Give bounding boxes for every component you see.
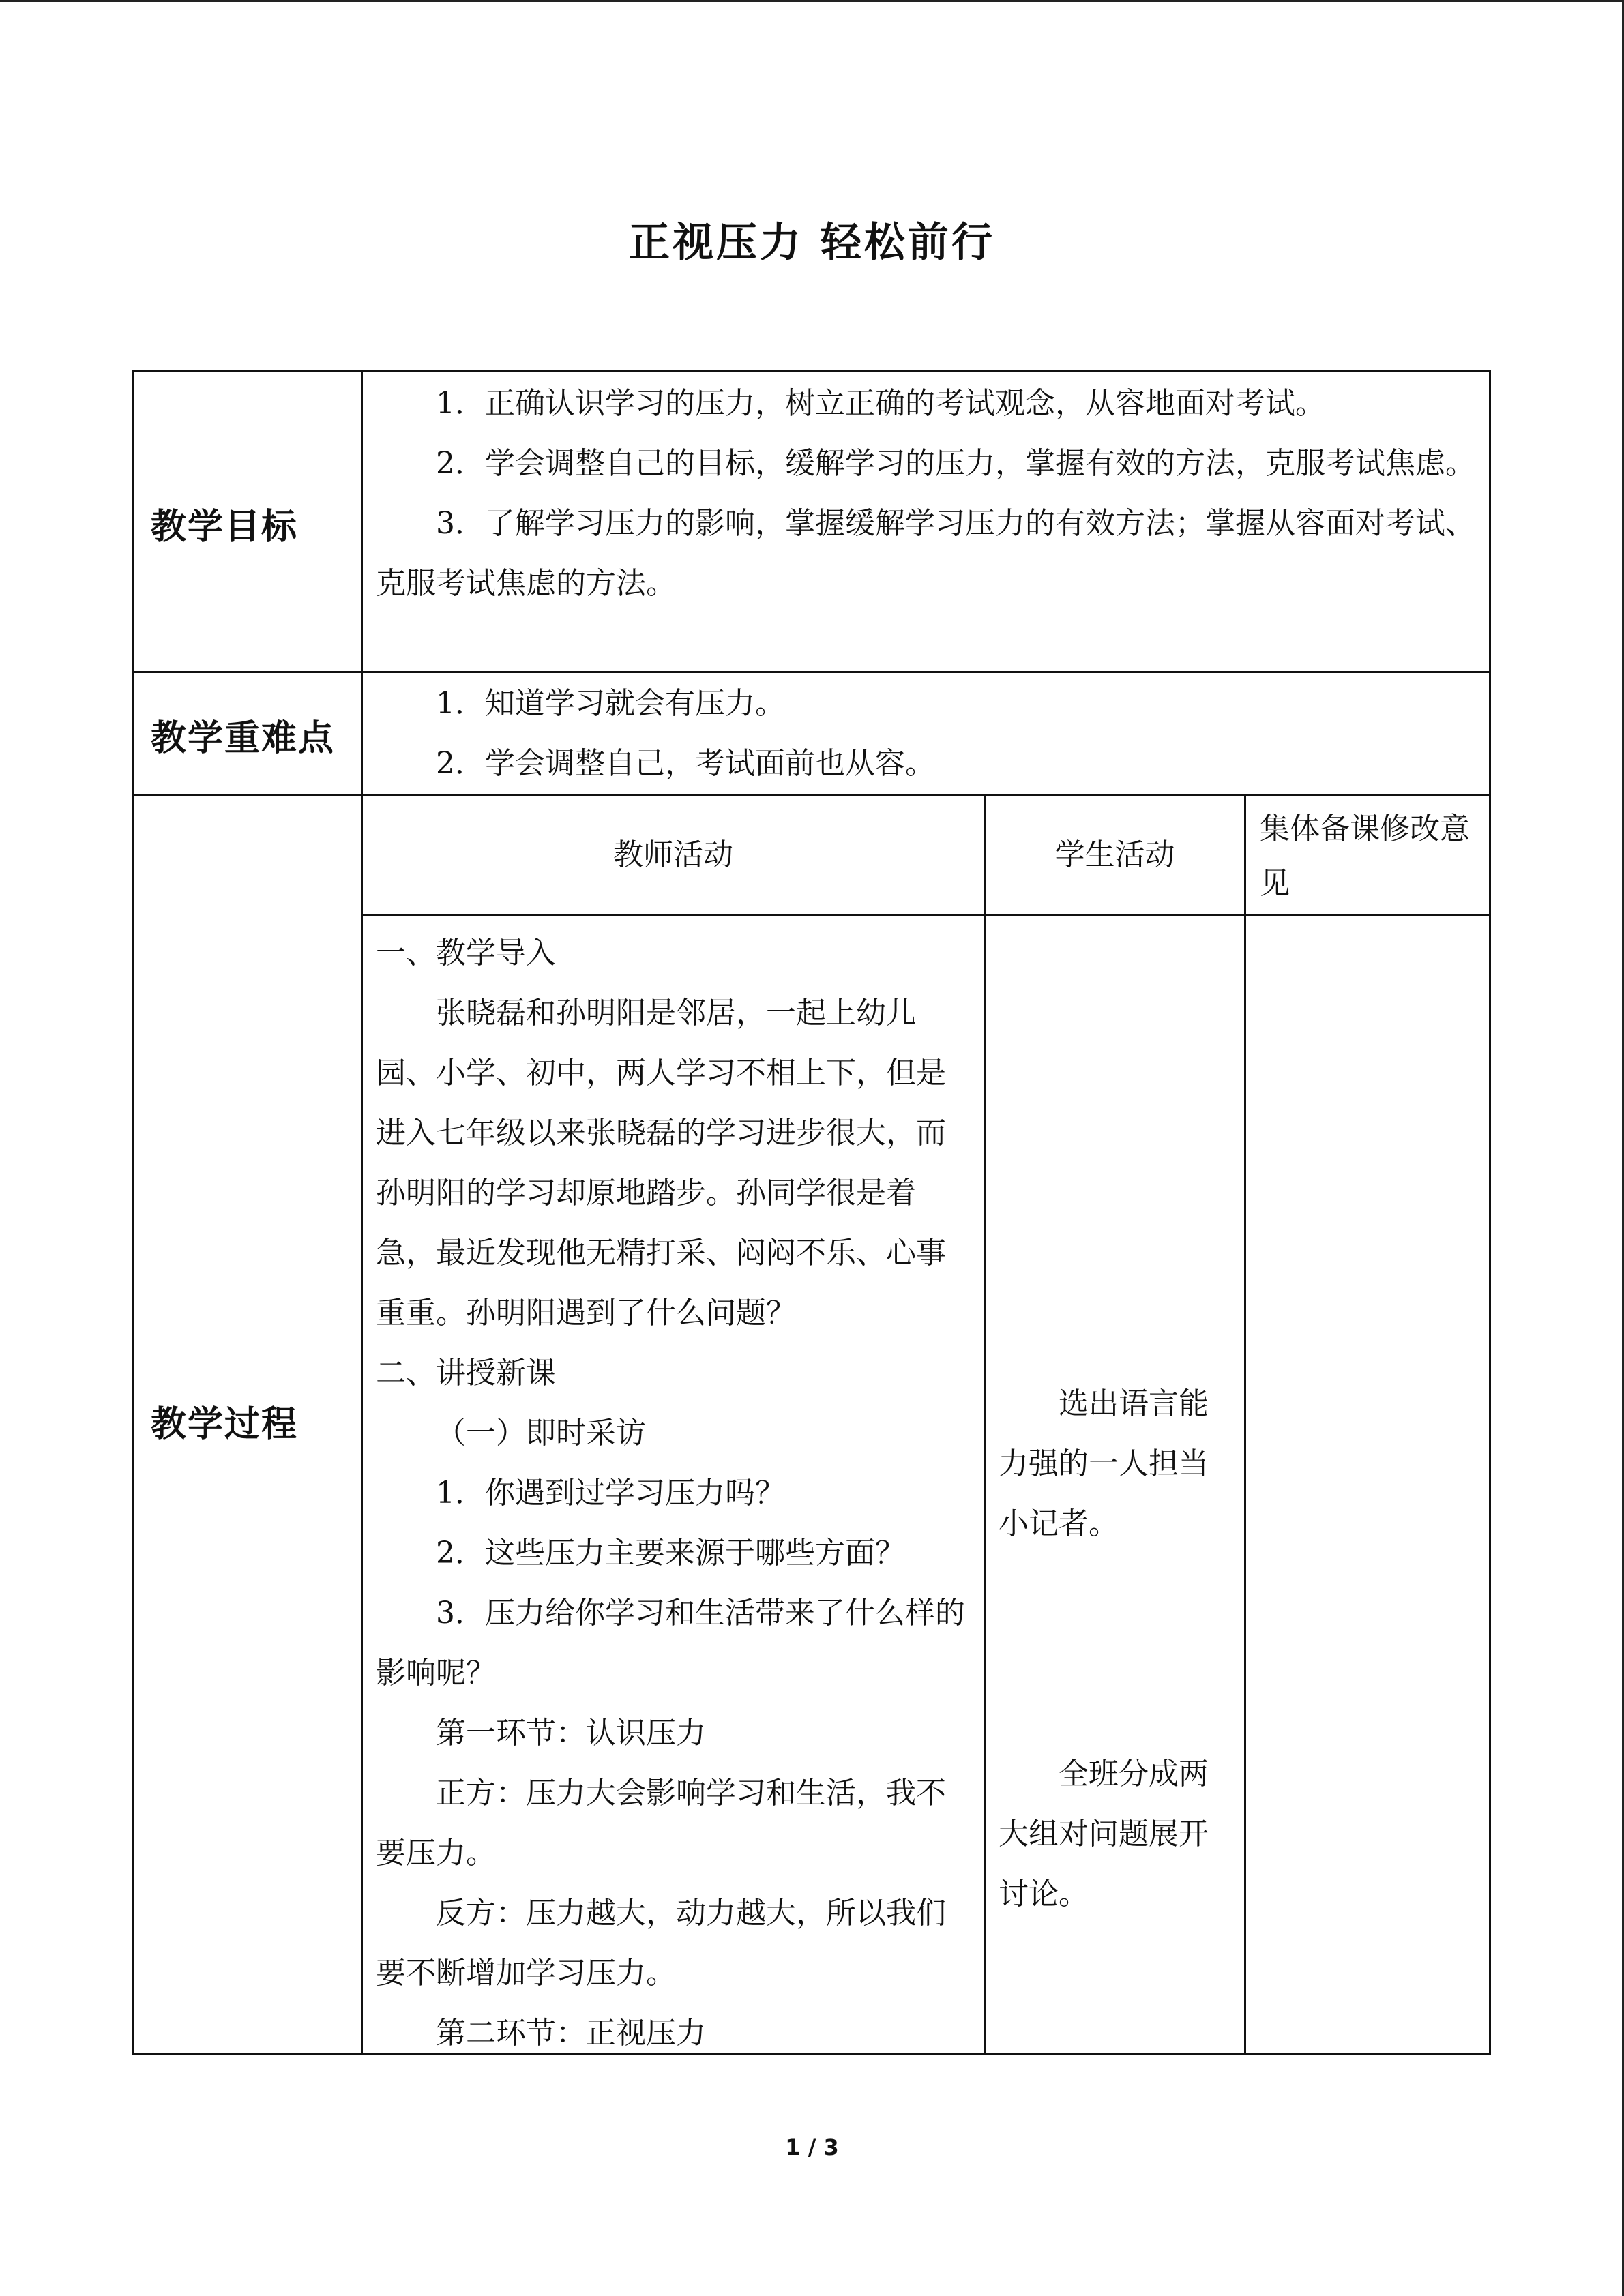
goal-item: 3．了解学习压力的影响，掌握缓解学习压力的有效方法；掌握从容面对考试、克服考试焦虑的方法。 bbox=[376, 506, 1475, 601]
goals-label: 教学目标 bbox=[151, 507, 299, 548]
question-item: 2．这些压力主要来源于哪些方面？ bbox=[436, 1536, 905, 1570]
intro-story: 张晓磊和孙明阳是邻居，一起上幼儿园、小学、初中，两人学习不相上下，但是进入七年级以来张晓磊的学习进步很大，而孙明阳的学习却原地踏步。孙同学很是着急，最近发现他无精打采、闷闷不乐、心事重重。孙明阳遇到了什么问题？ bbox=[376, 996, 946, 1330]
section-heading: 一、教学导入 bbox=[376, 936, 556, 970]
top-border-line bbox=[0, 0, 1624, 2]
student-activity-discussion: 全班分成两大组对问题展开讨论。 bbox=[999, 1757, 1209, 1911]
row-divider-goals bbox=[134, 671, 1489, 673]
debate-pro: 正方：压力大会影响学习和生活，我不要压力。 bbox=[376, 1776, 946, 1870]
subsection-heading: （一）即时采访 bbox=[436, 1416, 646, 1450]
goal-item: 1．正确认识学习的压力，树立正确的考试观念，从容地面对考试。 bbox=[436, 386, 1325, 421]
column-divider-label bbox=[361, 372, 363, 2053]
student-activity-reporter: 选出语言能力强的一人担当小记者。 bbox=[999, 1386, 1209, 1541]
debate-con: 反方：压力越大，动力越大，所以我们要不断增加学习压力。 bbox=[376, 1896, 946, 1991]
page-number: 1 / 3 bbox=[785, 2134, 839, 2160]
header-collective-notes: 集体备课修改意见 bbox=[1260, 811, 1470, 901]
lesson-plan-table bbox=[132, 370, 1491, 2055]
keypoint-item: 1．知道学习就会有压力。 bbox=[436, 686, 785, 721]
goals-content bbox=[376, 374, 1481, 614]
process-label: 教学过程 bbox=[151, 1404, 299, 1445]
keypoint-item: 2．学会调整自己，考试面前也从容。 bbox=[436, 746, 935, 781]
teacher-activity-content bbox=[376, 923, 968, 2063]
keypoints-content bbox=[376, 674, 1481, 794]
row-divider-keypoints bbox=[134, 794, 1489, 796]
question-item: 3．压力给你学习和生活带来了什么样的影响呢？ bbox=[376, 1596, 965, 1690]
step-heading: 第二环节：正视压力 bbox=[436, 2016, 706, 2051]
column-divider-student bbox=[1244, 794, 1246, 2053]
question-item: 1．你遇到过学习压力吗？ bbox=[436, 1476, 785, 1510]
header-student-activity: 学生活动 bbox=[1054, 837, 1175, 872]
step-heading: 第一环节：认识压力 bbox=[436, 1716, 706, 1750]
column-divider-teacher bbox=[984, 794, 986, 2053]
page-title: 正视压力 轻松前行 bbox=[629, 219, 995, 267]
keypoints-label: 教学重难点 bbox=[151, 718, 336, 759]
section-heading: 二、讲授新课 bbox=[376, 1356, 556, 1390]
header-teacher-activity: 教师活动 bbox=[613, 837, 733, 872]
goal-item: 2．学会调整自己的目标，缓解学习的压力，掌握有效的方法，克服考试焦虑。 bbox=[436, 446, 1475, 481]
row-divider-headers bbox=[361, 914, 1489, 916]
